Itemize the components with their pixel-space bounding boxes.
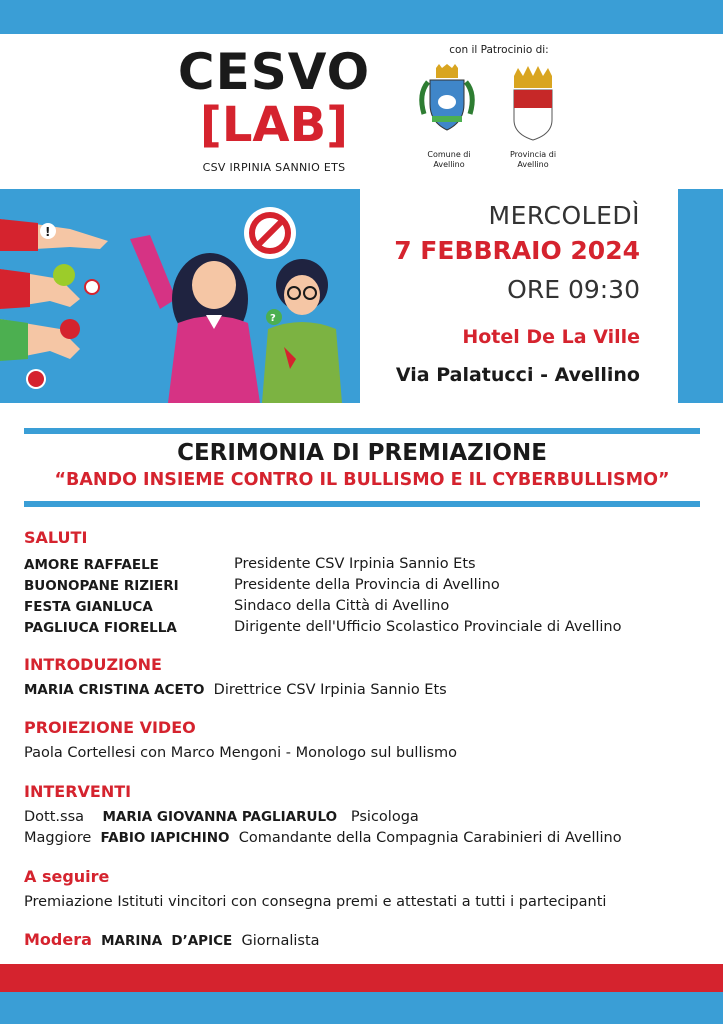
- interventi-name-2: FABIO IAPICHINO: [100, 830, 230, 846]
- a-seguire-text: Premiazione Istituti vincitori con consegna premi e attestati a tutti i partecipanti: [24, 894, 607, 910]
- comune-caption-line2: Avellino: [433, 160, 465, 169]
- rule-top: [24, 428, 700, 434]
- svg-text:?: ?: [270, 313, 276, 324]
- bottom-blue-bar: [0, 992, 723, 1024]
- logo-subtitle: CSV IRPINIA SANNIO ETS: [202, 161, 346, 174]
- saluti-name-2: BUONOPANE RIZIERI: [24, 578, 179, 594]
- saluti-name-4: PAGLIUCA FIORELLA: [24, 620, 177, 636]
- saluti-name-3: FESTA GIANLUCA: [24, 599, 153, 615]
- right-blue-strip: [678, 189, 723, 403]
- comune-crest-icon: [414, 64, 480, 146]
- saluti-role-2: Presidente della Provincia di Avellino: [234, 577, 500, 593]
- modera-label: Modera: [24, 930, 92, 949]
- top-blue-bar: [0, 0, 723, 34]
- ceremony-title: CERIMONIA DI PREMIAZIONE: [177, 440, 547, 466]
- proiezione-heading: PROIEZIONE VIDEO: [24, 718, 196, 737]
- logo-lab: [LAB]: [199, 97, 349, 153]
- provincia-crest-icon: [506, 64, 560, 146]
- interventi-title-2: Maggiore: [24, 830, 92, 846]
- hero-illustration: [0, 189, 360, 403]
- provincia-caption-line2: Avellino: [517, 160, 549, 169]
- provincia-caption: [500, 150, 566, 170]
- interventi-title-1: Dott.ssa: [24, 809, 85, 825]
- proiezione-text: Paola Cortellesi con Marco Mengoni - Monologo sul bullismo: [24, 745, 458, 761]
- comune-caption: [414, 150, 484, 170]
- saluti-role-3: Sindaco della Città di Avellino: [234, 598, 450, 614]
- event-venue: Hotel De La Ville: [462, 326, 640, 348]
- modera-name-last: D’APICE: [171, 933, 233, 949]
- bullying-illustration-icon: [0, 189, 360, 403]
- interventi-row-1: [24, 809, 419, 825]
- logo-title: CESVO: [177, 43, 371, 101]
- saluti-name-1: AMORE RAFFAELE: [24, 557, 159, 573]
- saluti-heading: SALUTI: [24, 528, 88, 547]
- interventi-row-2: [24, 830, 622, 846]
- modera-name-first: MARINA: [101, 933, 163, 949]
- provincia-crest: [506, 64, 560, 150]
- bottom-red-bar: [0, 964, 723, 992]
- interventi-name-1: MARIA GIOVANNA PAGLIARULO: [102, 809, 338, 825]
- introduzione-line: [24, 682, 447, 698]
- interventi-role-1: Psicologa: [350, 809, 419, 825]
- interventi-role-2: Comandante della Compagnia Carabinieri di Avellino: [238, 830, 622, 846]
- event-day: MERCOLEDÌ: [488, 201, 640, 230]
- introduzione-name: MARIA CRISTINA ACETO: [24, 682, 205, 698]
- ceremony-subtitle: “BANDO INSIEME CONTRO IL BULLISMO E IL CYBERBULLISMO”: [54, 470, 670, 490]
- provincia-caption-line1: Provincia di: [509, 150, 557, 159]
- saluti-role-4: Dirigente dell'Ufficio Scolastico Provinciale di Avellino: [234, 619, 622, 635]
- modera-line: [24, 930, 320, 949]
- event-address: Via Palatucci - Avellino: [395, 364, 640, 386]
- svg-text:!: !: [45, 225, 51, 239]
- rule-bottom: [24, 501, 700, 507]
- modera-role: Giornalista: [241, 933, 320, 949]
- introduzione-heading: INTRODUZIONE: [24, 655, 162, 674]
- comune-crest: [414, 64, 480, 150]
- event-time: ORE 09:30: [507, 275, 640, 304]
- patronage-label: con il Patrocinio di:: [449, 44, 549, 56]
- interventi-heading: INTERVENTI: [24, 782, 132, 801]
- a-seguire-heading: A seguire: [24, 867, 110, 886]
- event-date: 7 FEBBRAIO 2024: [394, 236, 640, 265]
- introduzione-role: Direttrice CSV Irpinia Sannio Ets: [213, 682, 447, 698]
- comune-caption-line1: Comune di: [427, 150, 471, 159]
- saluti-role-1: Presidente CSV Irpinia Sannio Ets: [234, 556, 476, 572]
